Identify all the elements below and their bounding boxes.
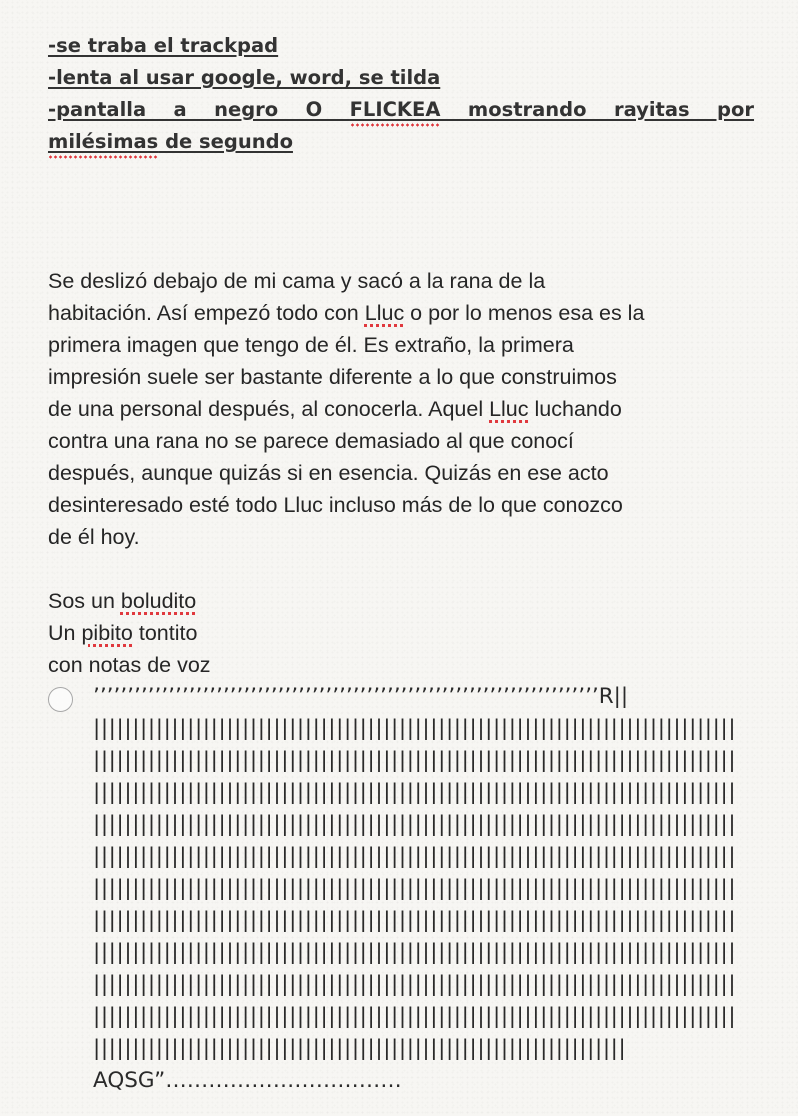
checklist-item: [48, 681, 754, 1097]
text-run: con notas de voz: [48, 653, 211, 677]
text-run: después, aunque quizás si en esencia. Quizás en ese acto: [48, 461, 609, 485]
issue-line-trackpad: -se traba el trackpad: [48, 34, 279, 57]
text-run: de él hoy.: [48, 525, 140, 549]
text-run: desinteresado esté todo Lluc incluso más de lo que conozco: [48, 493, 623, 517]
text-run: Sos un: [48, 589, 121, 613]
checklist-line: ||||||||||||||||||||||||||||||||||||||||||||||||||||||||||||||||||||||||||||||||||: [93, 876, 737, 901]
checklist-line: ’’’’’’’’’’’’’’’’’’’’’’’’’’’’’’’’’’’’’’’’’’’’’’’’’’’’’’’’’’’’’’’’’’’’’’’’’’R||: [93, 684, 629, 709]
checklist-line: ||||||||||||||||||||||||||||||||||||||||||||||||||||||||||||||||||||||||||||||||||: [93, 812, 737, 837]
misspelled-word[interactable]: FLICKEA: [350, 98, 441, 127]
text-run: de una personal después, al conocerla. Aquel: [48, 397, 490, 421]
misspelled-word[interactable]: Lluc: [489, 397, 529, 421]
paragraph-line: [48, 521, 754, 553]
text-run: luchando: [528, 397, 622, 421]
issue-line-milliseconds: [48, 126, 754, 158]
story-paragraph: [48, 265, 754, 553]
paragraph-line: [48, 297, 754, 329]
checklist-line: AQSG”……………………………: [93, 1068, 402, 1093]
checklist-item-text[interactable]: [93, 681, 754, 1097]
misspelled-word[interactable]: boludito: [120, 589, 197, 613]
checklist-line: ||||||||||||||||||||||||||||||||||||||||||||||||||||||||||||||||||||||||||||||||||: [93, 972, 737, 997]
misspelled-word[interactable]: milésimas: [48, 130, 158, 159]
paragraph-line: [48, 361, 754, 393]
checklist-line: ||||||||||||||||||||||||||||||||||||||||||||||||||||||||||||||||||||||||||||||||||: [93, 748, 737, 773]
poem-line: [48, 649, 754, 681]
poem-line: [48, 617, 754, 649]
text-run: de segundo: [158, 130, 293, 153]
note-document[interactable]: [48, 30, 754, 1097]
checklist-line: ||||||||||||||||||||||||||||||||||||||||||||||||||||||||||||||||||||||||||||||||||: [93, 780, 737, 805]
text-run: tontito: [132, 621, 198, 645]
text-run: primera imagen que tengo de él. Es extraño, la primera: [48, 333, 574, 357]
paragraph-line: [48, 265, 754, 297]
checklist-circle-checkbox[interactable]: [48, 687, 73, 712]
checklist-line: ||||||||||||||||||||||||||||||||||||||||||||||||||||||||||||||||||||: [93, 1036, 627, 1061]
issue-line-slow: -lenta al usar google, word, se tilda: [48, 66, 441, 89]
checklist-line: ||||||||||||||||||||||||||||||||||||||||||||||||||||||||||||||||||||||||||||||||||: [93, 716, 737, 741]
poem-block: [48, 585, 754, 681]
misspelled-word[interactable]: pibito: [81, 621, 133, 645]
text-run: mostrando rayitas por: [440, 98, 755, 121]
text-run: Un: [48, 621, 82, 645]
checklist-line: ||||||||||||||||||||||||||||||||||||||||||||||||||||||||||||||||||||||||||||||||||: [93, 908, 737, 933]
issue-line-screen: [48, 94, 754, 126]
text-run: impresión suele ser bastante diferente a lo que construimos: [48, 365, 617, 389]
checklist-line: ||||||||||||||||||||||||||||||||||||||||||||||||||||||||||||||||||||||||||||||||||: [93, 844, 737, 869]
text-run: contra una rana no se parece demasiado al que conocí: [48, 429, 574, 453]
paragraph-line: [48, 329, 754, 361]
checklist-line: ||||||||||||||||||||||||||||||||||||||||||||||||||||||||||||||||||||||||||||||||||: [93, 940, 737, 965]
text-run: -pantalla a negro O: [48, 98, 350, 121]
issue-list: [48, 30, 754, 158]
paragraph-line: [48, 457, 754, 489]
paragraph-line: [48, 393, 754, 425]
paragraph-line: [48, 489, 754, 521]
poem-line: [48, 585, 754, 617]
text-run: Se deslizó debajo de mi cama y sacó a la rana de la: [48, 269, 546, 293]
checklist-line: ||||||||||||||||||||||||||||||||||||||||||||||||||||||||||||||||||||||||||||||||||: [93, 1004, 737, 1029]
text-run: o por lo menos esa es la: [404, 301, 645, 325]
misspelled-word[interactable]: Lluc: [364, 301, 405, 325]
text-run: habitación. Así empezó todo con: [48, 301, 365, 325]
paragraph-line: [48, 425, 754, 457]
